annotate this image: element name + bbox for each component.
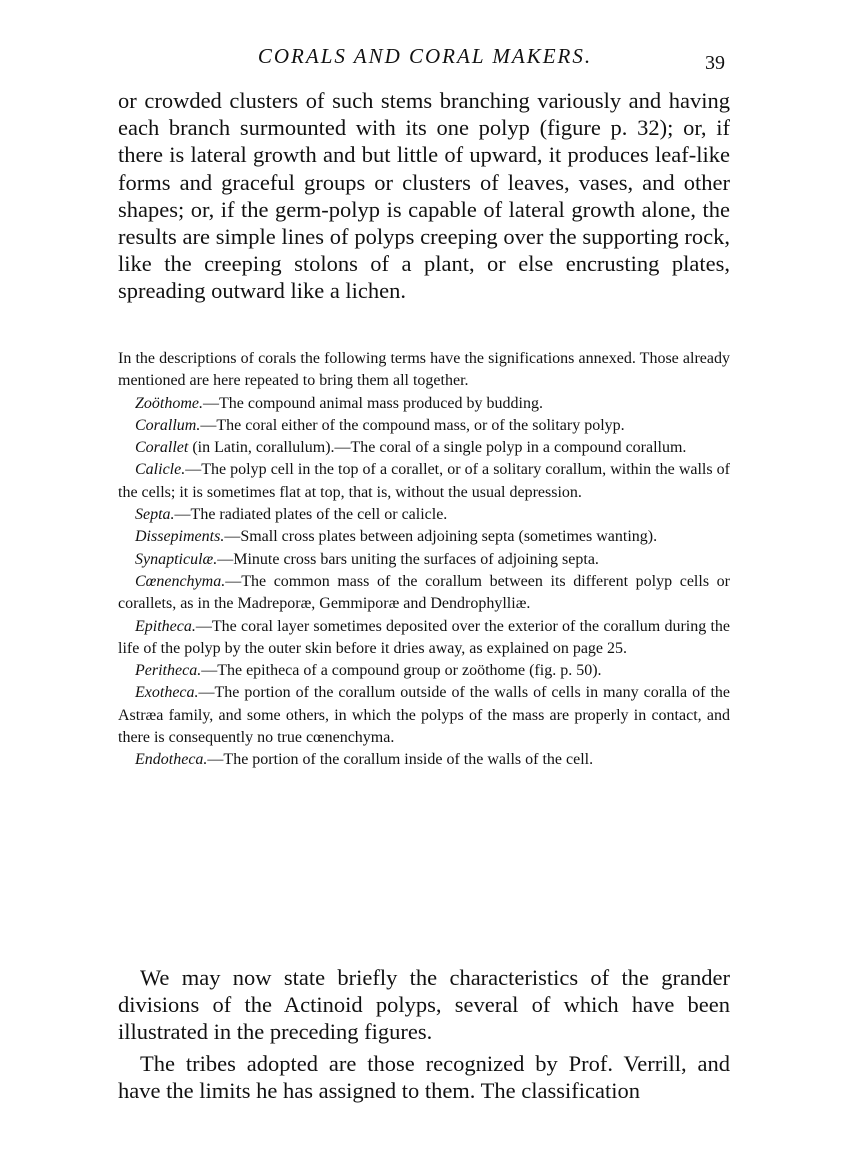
glossary-term: Endotheca. [135, 751, 208, 769]
glossary-definition: —The coral either of the compound mass, or of the solitary polyp. [200, 416, 625, 434]
glossary-definition: —Small cross plates between adjoining septa (sometimes wanting). [224, 528, 658, 546]
glossary-definition: —The portion of the corallum inside of the walls of the cell. [207, 751, 594, 769]
glossary-definition: —The common mass of the corallum between its different polyp cells or corallets, as in the Madreporæ, Gemmiporæ and Dendrophylliæ. [118, 572, 730, 613]
glossary-entry [118, 616, 730, 661]
glossary-term: Exotheca. [135, 684, 199, 702]
page-number: 39 [705, 52, 725, 74]
glossary-entry [118, 571, 730, 616]
glossary-term: Calicle. [135, 461, 186, 479]
glossary-term: Peritheca. [135, 662, 202, 680]
glossary-intro: In the descriptions of corals the following terms have the significations annexed. Those already mentioned are here repeated to bring them all together. [118, 350, 730, 390]
glossary-entry [118, 504, 730, 526]
glossary-entry [118, 393, 730, 415]
glossary-entry [118, 437, 730, 459]
glossary-term: Corallet [135, 439, 189, 457]
glossary-definition: —Minute cross bars uniting the surfaces of adjoining septa. [217, 550, 599, 568]
glossary-term: Corallum. [135, 416, 201, 434]
glossary-term: Zoöthome. [135, 394, 203, 412]
glossary-term: Cœnenchyma. [135, 572, 226, 590]
glossary-definition: —The radiated plates of the cell or calicle. [174, 506, 448, 524]
glossary-entry [118, 549, 730, 571]
running-title: CORALS AND CORAL MAKERS. [257, 44, 593, 68]
glossary-term: Synapticulæ. [135, 550, 218, 568]
tribes-paragraph: The tribes adopted are those recognized by Prof. Verrill, and have the limits he has assigned to them. The classification [118, 1051, 730, 1104]
glossary-entry [118, 526, 730, 548]
glossary-entry [118, 660, 730, 682]
glossary-entry [118, 459, 730, 504]
glossary-definition: (in Latin, corallulum).—The coral of a single polyp in a compound corallum. [188, 439, 687, 457]
glossary-definition: —The polyp cell in the top of a corallet, or of a solitary corallum, within the walls of the cells; it is sometimes flat at top, that is, without the usual depression. [118, 461, 730, 501]
glossary-term: Epitheca. [135, 617, 196, 635]
glossary-term: Septa. [135, 506, 175, 524]
glossary-definition: —The epitheca of a compound group or zoöthome (fig. p. 50). [201, 662, 602, 680]
glossary-definition: —The compound animal mass produced by budding. [203, 394, 543, 412]
glossary-block [118, 348, 730, 772]
grander-divisions-paragraph: We may now state briefly the characteristics of the grander divisions of the Actinoid polyps, several of which have been illustrated in the preceding figures. [118, 965, 730, 1045]
glossary-entry [118, 415, 730, 437]
glossary-entry [118, 749, 730, 771]
glossary-entry [118, 682, 730, 749]
glossary-definition: —The portion of the corallum outside of the walls of cells in many coralla of the Astræa family, and some others, in which the polyps of the mass are properly in contact, and there is consequently no true cœnenchyma. [118, 684, 730, 747]
glossary-definition: —The coral layer sometimes deposited over the exterior of the corallum during the life of the polyp by the outer skin before it dries away, as explained on page 25. [118, 617, 730, 657]
glossary-term: Dissepiments. [135, 528, 225, 546]
continuation-paragraph: or crowded clusters of such stems branching variously and having each branch surmounted with its one polyp (figure p. 32); or, if there is lateral growth and but little of upward, it produces leaf-like forms and graceful groups or clusters of leaves, vases, and other shapes; or, if the germ-polyp is capable of lateral growth alone, the results are simple lines of polyps creeping over the supporting rock, like the creeping stolons of a plant, or else encrusting plates, spreading outward like a lichen. [118, 88, 730, 304]
